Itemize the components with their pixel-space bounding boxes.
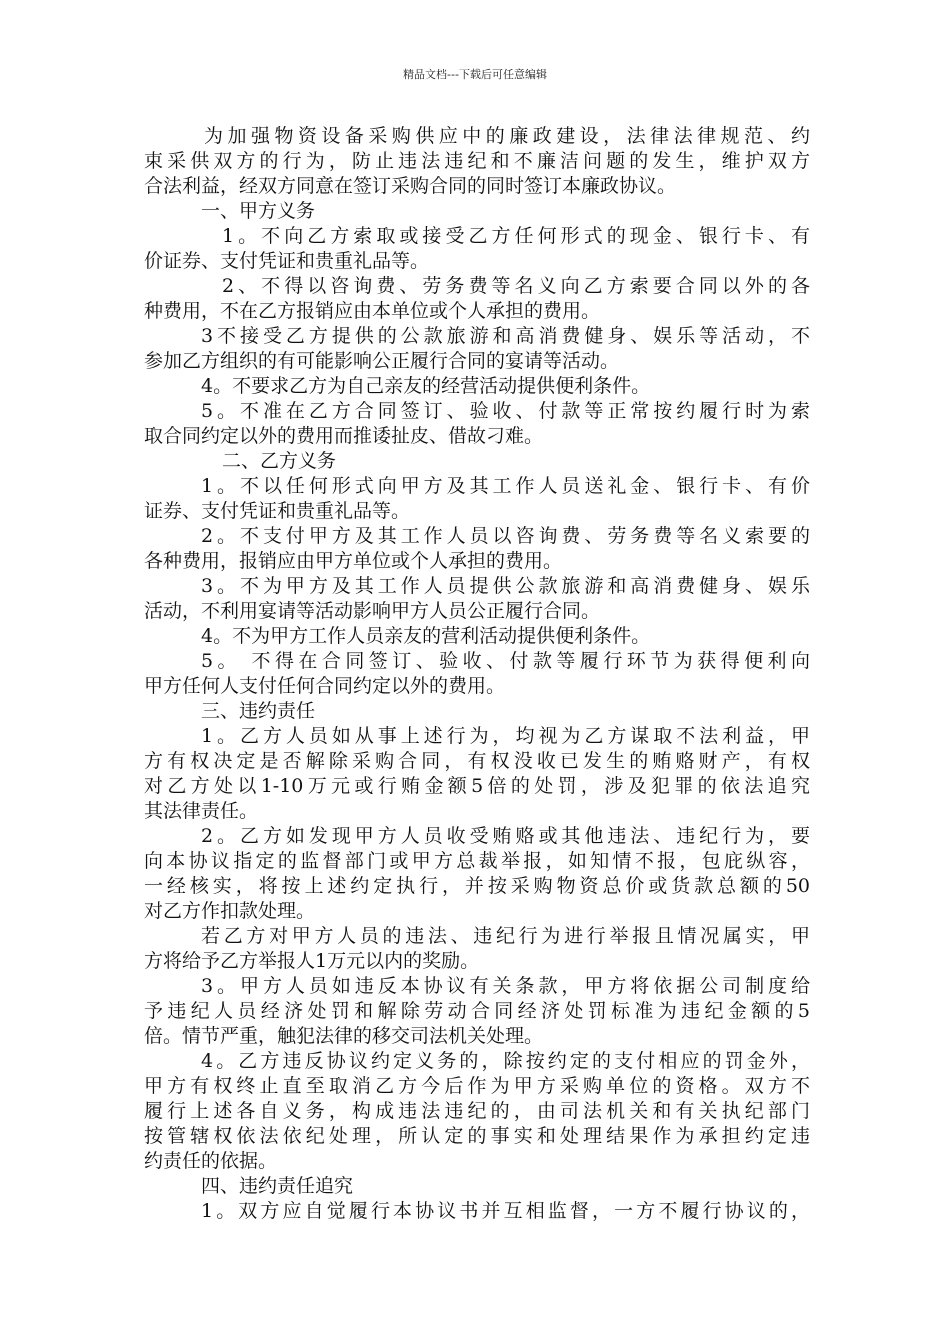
text-line: 四、违约责任追究 xyxy=(201,1175,354,1197)
text-line: 方有权决定是否解除采购合同，有权没收已发生的贿赂财产，有权 xyxy=(144,750,810,772)
text-line: 各种费用，报销应由甲方单位或个人承担的费用。 xyxy=(144,550,563,572)
text-line: 甲方任何人支付任何合同约定以外的费用。 xyxy=(144,675,506,697)
page-header: 精品文档---下载后可任意编辑 xyxy=(403,68,547,81)
text-line: 甲方有权终止直至取消乙方今后作为甲方采购单位的资格。双方不 xyxy=(144,1075,810,1097)
text-line: 1。不以任何形式向甲方及其工作人员送礼金、银行卡、有价 xyxy=(201,475,810,497)
text-line: 4。不要求乙方为自己亲友的经营活动提供便利条件。 xyxy=(201,375,651,397)
text-line: 活动，不利用宴请等活动影响甲方人员公正履行合同。 xyxy=(144,600,601,622)
text-line: 对乙方处以1-10万元或行贿金额5倍的处罚，涉及犯罪的依法追究 xyxy=(144,775,810,797)
text-line: 价证券、支付凭证和贵重礼品等。 xyxy=(144,250,430,272)
text-line: 证券、支付凭证和贵重礼品等。 xyxy=(144,500,411,522)
text-line: 3不接受乙方提供的公款旅游和高消费健身、娱乐等活动，不 xyxy=(201,325,810,347)
text-line: 三、违约责任 xyxy=(201,700,316,722)
text-line: 2。不支付甲方及其工作人员以咨询费、劳务费等名义索要的 xyxy=(201,525,810,547)
document-body xyxy=(144,124,810,1224)
text-line: 一、甲方义务 xyxy=(201,200,316,222)
text-line: 4。乙方违反协议约定义务的，除按约定的支付相应的罚金外， xyxy=(201,1050,810,1072)
text-line: 2。乙方如发现甲方人员收受贿赂或其他违法、违纪行为，要 xyxy=(201,825,810,847)
text-line: 予违纪人员经济处罚和解除劳动合同经济处罚标准为违纪金额的5 xyxy=(144,1000,810,1022)
text-line: 1。乙方人员如从事上述行为，均视为乙方谋取不法利益，甲 xyxy=(201,725,810,747)
text-line: 5。不准在乙方合同签订、验收、付款等正常按约履行时为索 xyxy=(201,400,810,422)
text-line: 束采供双方的行为，防止违法违纪和不廉洁问题的发生，维护双方 xyxy=(144,150,810,172)
text-line: 3。甲方人员如违反本协议有关条款，甲方将依据公司制度给 xyxy=(201,975,810,997)
text-line: 向本协议指定的监督部门或甲方总裁举报，如知情不报，包庇纵容， xyxy=(144,850,810,872)
text-line: 2、不得以咨询费、劳务费等名义向乙方索要合同以外的各 xyxy=(222,275,810,297)
text-line: 参加乙方组织的有可能影响公正履行合同的宴请等活动。 xyxy=(144,350,620,372)
text-line: 一经核实，将按上述约定执行，并按采购物资总价或货款总额的50 xyxy=(144,875,810,897)
text-line: 3。不为甲方及其工作人员提供公款旅游和高消费健身、娱乐 xyxy=(201,575,810,597)
text-line: 4。不为甲方工作人员亲友的营利活动提供便利条件。 xyxy=(201,625,651,647)
text-line: 其法律责任。 xyxy=(144,800,259,822)
text-line: 约责任的依据。 xyxy=(144,1150,278,1172)
text-line: 取合同约定以外的费用而推诿扯皮、借故刁难。 xyxy=(144,425,544,447)
text-line: 种费用，不在乙方报销应由本单位或个人承担的费用。 xyxy=(144,300,601,322)
text-line: 方将给予乙方举报人1万元以内的奖励。 xyxy=(144,950,480,972)
text-line: 二、乙方义务 xyxy=(222,450,337,472)
text-line: 按管辖权依法依纪处理，所认定的事实和处理结果作为承担约定违 xyxy=(144,1125,810,1147)
text-line: 5。 不得在合同签订、验收、付款等履行环节为获得便利向 xyxy=(201,650,810,672)
text-line: 合法利益，经双方同意在签订采购合同的同时签订本廉政协议。 xyxy=(144,175,677,197)
text-line: 若乙方对甲方人员的违法、违纪行为进行举报且情况属实，甲 xyxy=(201,925,810,947)
text-line: 倍。情节严重，触犯法律的移交司法机关处理。 xyxy=(144,1025,544,1047)
text-line: 履行上述各自义务，构成违法违纪的，由司法机关和有关执纪部门 xyxy=(144,1100,810,1122)
text-line: 1。不向乙方索取或接受乙方任何形式的现金、银行卡、有 xyxy=(222,225,810,247)
text-line: 对乙方作扣款处理。 xyxy=(144,900,316,922)
text-line: 1。双方应自觉履行本协议书并互相监督，一方不履行协议的， xyxy=(201,1200,810,1222)
text-line: 为加强物资设备采购供应中的廉政建设，法律法律规范、约 xyxy=(204,125,810,147)
